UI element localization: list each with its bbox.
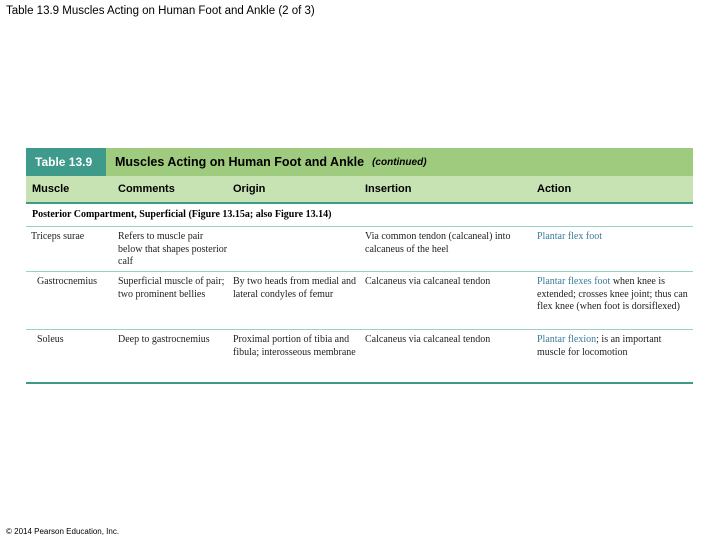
section-heading: Posterior Compartment, Superficial (Figure 13.15a; also Figure 13.14) (26, 204, 693, 227)
col-header-origin: Origin (233, 183, 266, 195)
col-header-action: Action (537, 183, 572, 195)
table-row (26, 227, 693, 272)
slide-title: Table 13.9 Muscles Acting on Human Foot and Ankle (2 of 3) (6, 5, 315, 17)
cell-muscle: Gastrocnemius (37, 276, 97, 287)
cell-muscle: Triceps surae (31, 231, 85, 242)
table-bottom-rule (26, 382, 693, 384)
cell-muscle: Soleus (37, 334, 64, 345)
cell-comments: Deep to gastrocnemius (118, 334, 210, 345)
col-header-muscle: Muscle (32, 183, 70, 195)
cell-origin: Proximal portion of tibia and fibula; interosseous membrane (233, 334, 356, 358)
copyright-footer: © 2014 Pearson Education, Inc. (6, 527, 120, 536)
action-link[interactable]: Plantar flex foot (537, 231, 602, 242)
cell-comments: Superficial muscle of pair; two prominent bellies (118, 276, 225, 300)
table-row (26, 272, 693, 330)
action-link[interactable]: Plantar flexion (537, 334, 597, 345)
cell-comments: Refers to muscle pair below that shapes posterior calf (118, 231, 228, 267)
table-continued: (continued) (372, 156, 427, 168)
action-text: when knee is extended; crosses knee joint; thus can flex knee (when foot is dorsiflexed) (537, 276, 688, 312)
table-number: Table 13.9 (26, 148, 106, 176)
muscle-table (26, 148, 693, 384)
cell-action (537, 231, 692, 244)
column-headers (26, 176, 693, 204)
cell-action (537, 276, 692, 314)
table-header-bar (26, 148, 693, 176)
cell-action (537, 334, 692, 359)
col-header-insertion: Insertion (365, 183, 412, 195)
cell-origin: By two heads from medial and lateral condyles of femur (233, 276, 357, 300)
table-row (26, 330, 693, 382)
cell-insertion: Calcaneus via calcaneal tendon (365, 276, 491, 287)
cell-insertion: Calcaneus via calcaneal tendon (365, 334, 491, 345)
action-text: ; is an important muscle for locomotion (537, 334, 662, 358)
cell-insertion: Via common tendon (calcaneal) into calcaneus of the heel (365, 231, 511, 255)
action-link[interactable]: Plantar flexes foot (537, 276, 611, 287)
col-header-comments: Comments (118, 183, 175, 195)
table-title: Muscles Acting on Human Foot and Ankle (115, 155, 365, 169)
